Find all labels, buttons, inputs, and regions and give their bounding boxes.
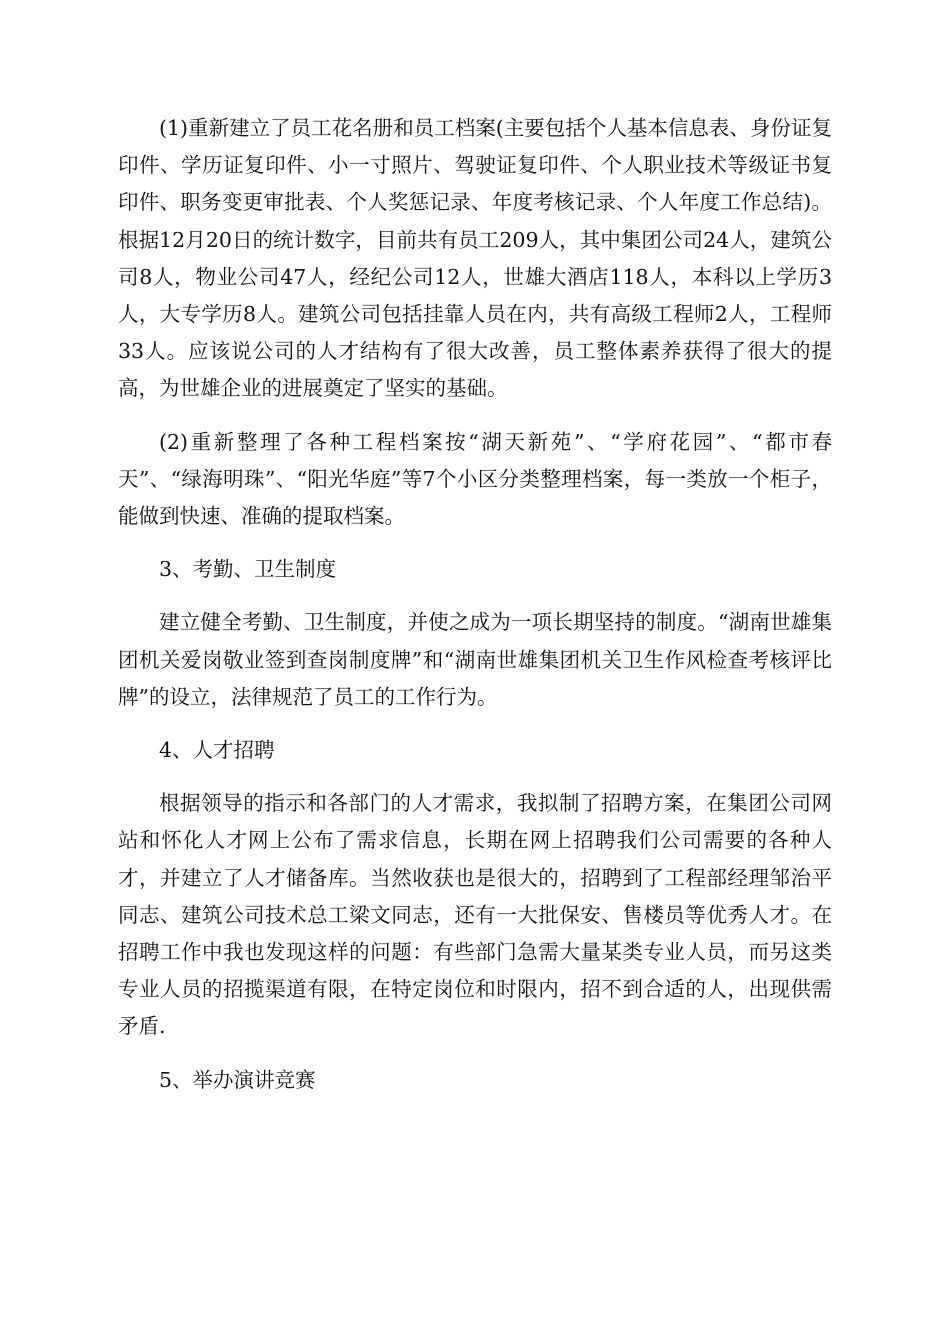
- paragraph-recruitment: 根据领导的指示和各部门的人才需求，我拟制了招聘方案，在集团公司网站和怀化人才网上公布了需求信息，长期在网上招聘我们公司需要的各种人才，并建立了人才储备库。当然收获也是很大的，招聘到了工程部经理邹治平同志、建筑公司技术总工梁文同志，还有一大批保安、售楼员等优秀人才。在招聘工作中我也发现这样的问题：有些部门急需大量某类专业人员，而另这类专业人员的招揽渠道有限，在特定岗位和时限内，招不到合适的人，出现供需矛盾.: [118, 791, 832, 1039]
- section-heading-speech-contest: 5、举办演讲竞赛: [159, 1067, 316, 1092]
- section-heading-attendance: 3、考勤、卫生制度: [159, 557, 337, 582]
- paragraph-attendance: 建立健全考勤、卫生制度，并使之成为一项长期坚持的制度。“湖南世雄集团机关爱岗敬业签到查岗制度牌”和“湖南世雄集团机关卫生作风检查考核评比牌”的设立，法律规范了员工的工作行为。: [118, 610, 832, 709]
- section-heading-recruitment: 4、人才招聘: [159, 738, 275, 763]
- paragraph-staff-records: (1)重新建立了员工花名册和员工档案(主要包括个人基本信息表、身份证复印件、学历证复印件、小一寸照片、驾驶证复印件、个人职业技术等级证书复印件、职务变更审批表、个人奖惩记录、年度考核记录、个人年度工作总结)。根据12月20日的统计数字，目前共有员工209人，其中集团公司24人，建筑公司8人，物业公司47人，经纪公司12人，世雄大酒店118人，本科以上学历3人，大专学历8人。建筑公司包括挂靠人员在内，共有高级工程师2人，工程师33人。应该说公司的人才结构有了很大改善，员工整体素养获得了很大的提高，为世雄企业的进展奠定了坚实的基础。: [118, 116, 832, 401]
- paragraph-project-archives: (2)重新整理了各种工程档案按“湖天新苑”、“学府花园”、“都市春天”、“绿海明珠”、“阳光华庭”等7个小区分类整理档案，每一类放一个柜子，能做到快速、准确的提取档案。: [118, 429, 832, 529]
